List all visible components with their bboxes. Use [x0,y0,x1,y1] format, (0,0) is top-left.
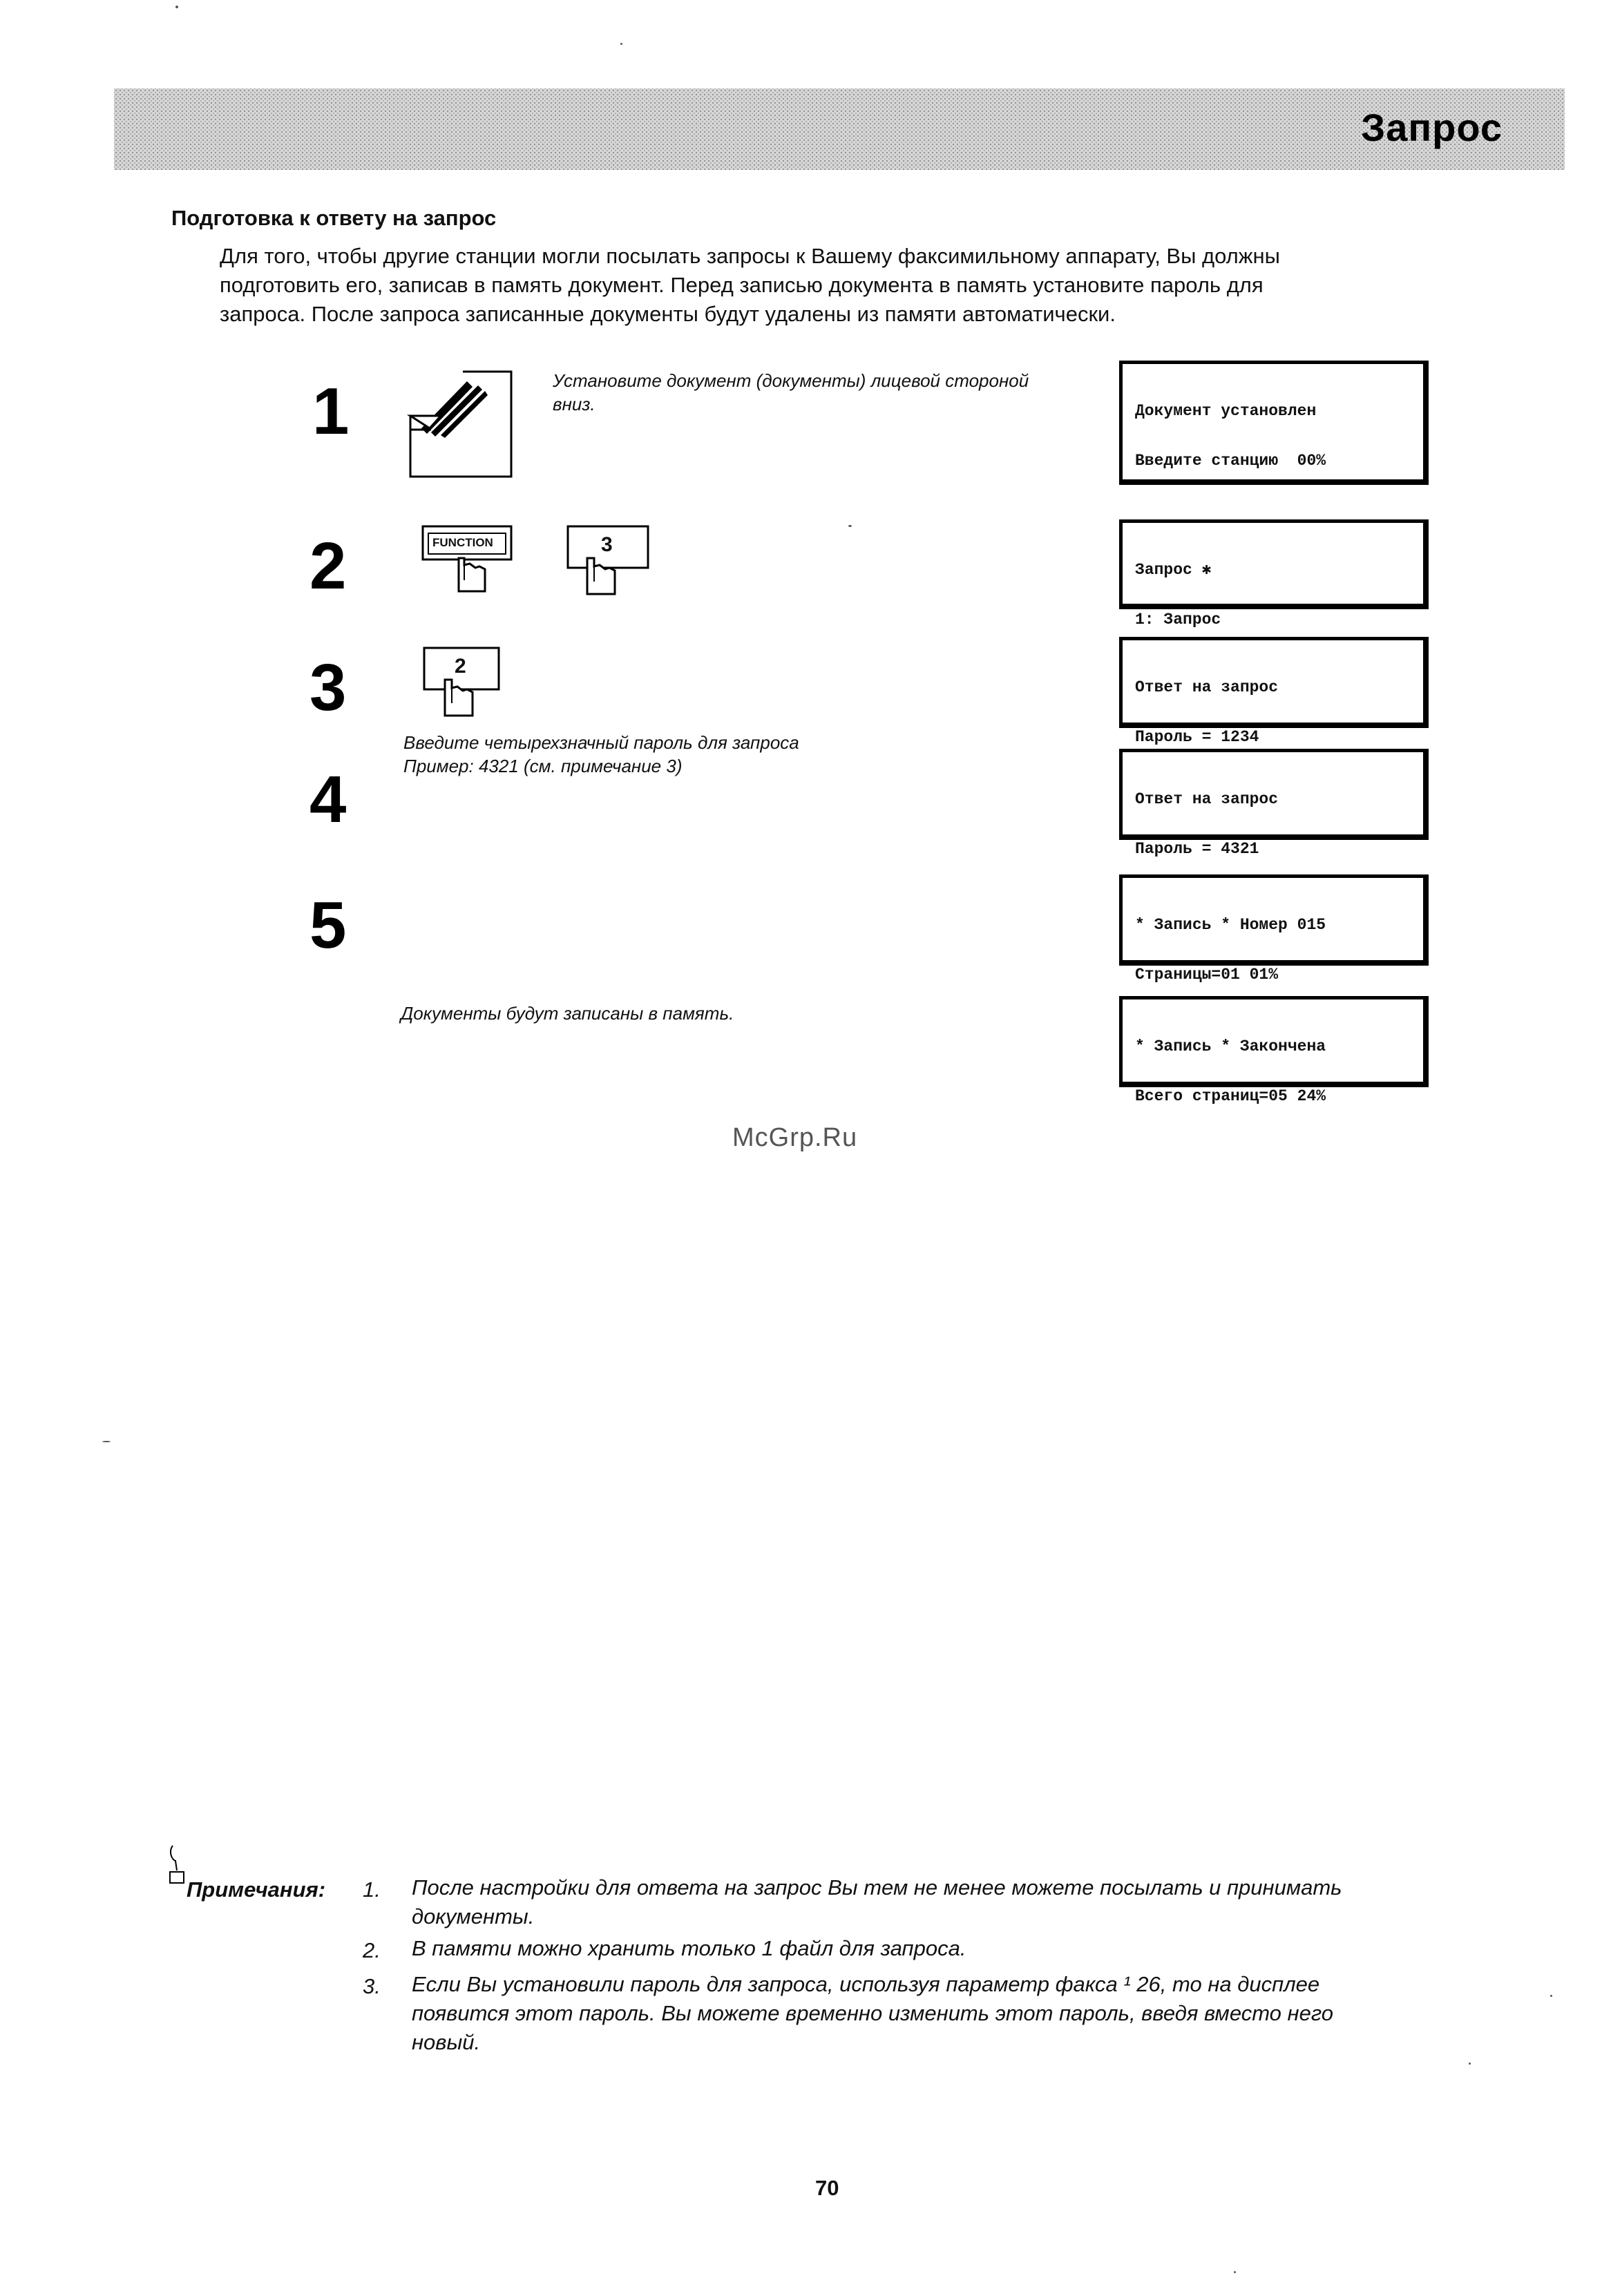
section-heading: Подготовка к ответу на запрос [171,206,497,230]
scan-speck [1469,2063,1471,2065]
scan-speck [848,525,852,527]
function-key-button[interactable] [421,525,518,604]
display-step-2: Запрос ✱ 1: Запрос [1119,519,1429,609]
watermark: McGrp.Ru [732,1123,858,1152]
scan-speck [175,6,178,8]
note-3-text: Если Вы установили пароль для запроса, используя параметр факса ¹ 26, то на дисплее появится этот пароль. Вы можете временно изменить этот пароль, введя вместо него новый. [412,1972,1334,2054]
note-pencil-icon [166,1843,189,1887]
step-5-number: 5 [309,888,347,962]
note-1-text: После настройки для ответа на запрос Вы тем не менее можете посылать и принимать документы. [412,1875,1342,1929]
page-number: 70 [815,2176,839,2200]
document-feed-icon [406,367,524,485]
final-instruction: Документы будут записаны в память. [401,1003,734,1024]
note-2-text: В памяти можно хранить только 1 файл для запроса. [412,1936,966,1960]
step-1-number: 1 [312,374,350,448]
note-3-number: 3. [363,1974,381,1998]
header-band [114,88,1565,170]
key-2-label: 2 [455,655,466,678]
intro-line: запроса. После запроса записанные документы будут удалены из памяти автоматически. [220,302,1116,326]
scan-speck [102,1441,111,1442]
scan-speck [620,43,622,45]
intro-paragraph [220,242,1470,329]
note-2-number: 2. [363,1938,381,1962]
display-step-4: Ответ на запрос Пароль = 4321 [1119,749,1429,840]
display-final: * Запись * Закончена Всего страниц=05 24% [1119,996,1429,1087]
key-2-button[interactable] [423,647,506,726]
step-1-instruction: Установите документ (документы) лицевой стороной вниз. [553,370,1029,414]
step-2-number: 2 [309,529,347,603]
key-3-label: 3 [601,533,613,556]
note-1-number: 1. [363,1877,381,1902]
display-step-3: Ответ на запрос Пароль = 1234 [1119,637,1429,728]
scan-speck [1234,2271,1236,2273]
function-key-label: FUNCTION [432,536,493,549]
display-step-1: Документ установлен Введите станцию 00% [1119,361,1429,485]
step-4-instruction: Введите четырехзначный пароль для запроса Пример: 4321 (см. примечание 3) [403,732,799,776]
display-step-5: * Запись * Номер 015 Страницы=01 01% [1119,874,1429,966]
notes-label: Примечания: [187,1877,326,1902]
intro-line: подготовить его, записав в память документ. Перед записью документа в память установите пароль для [220,273,1264,297]
scan-speck [1550,1995,1552,1997]
step-3-number: 3 [309,651,347,725]
step-4-number: 4 [309,763,347,836]
page-title: Запрос [1361,106,1503,149]
key-3-button[interactable] [566,525,656,604]
intro-line: Для того, чтобы другие станции могли посылать запросы к Вашему факсимильному аппарату, Вы должны [220,244,1280,268]
